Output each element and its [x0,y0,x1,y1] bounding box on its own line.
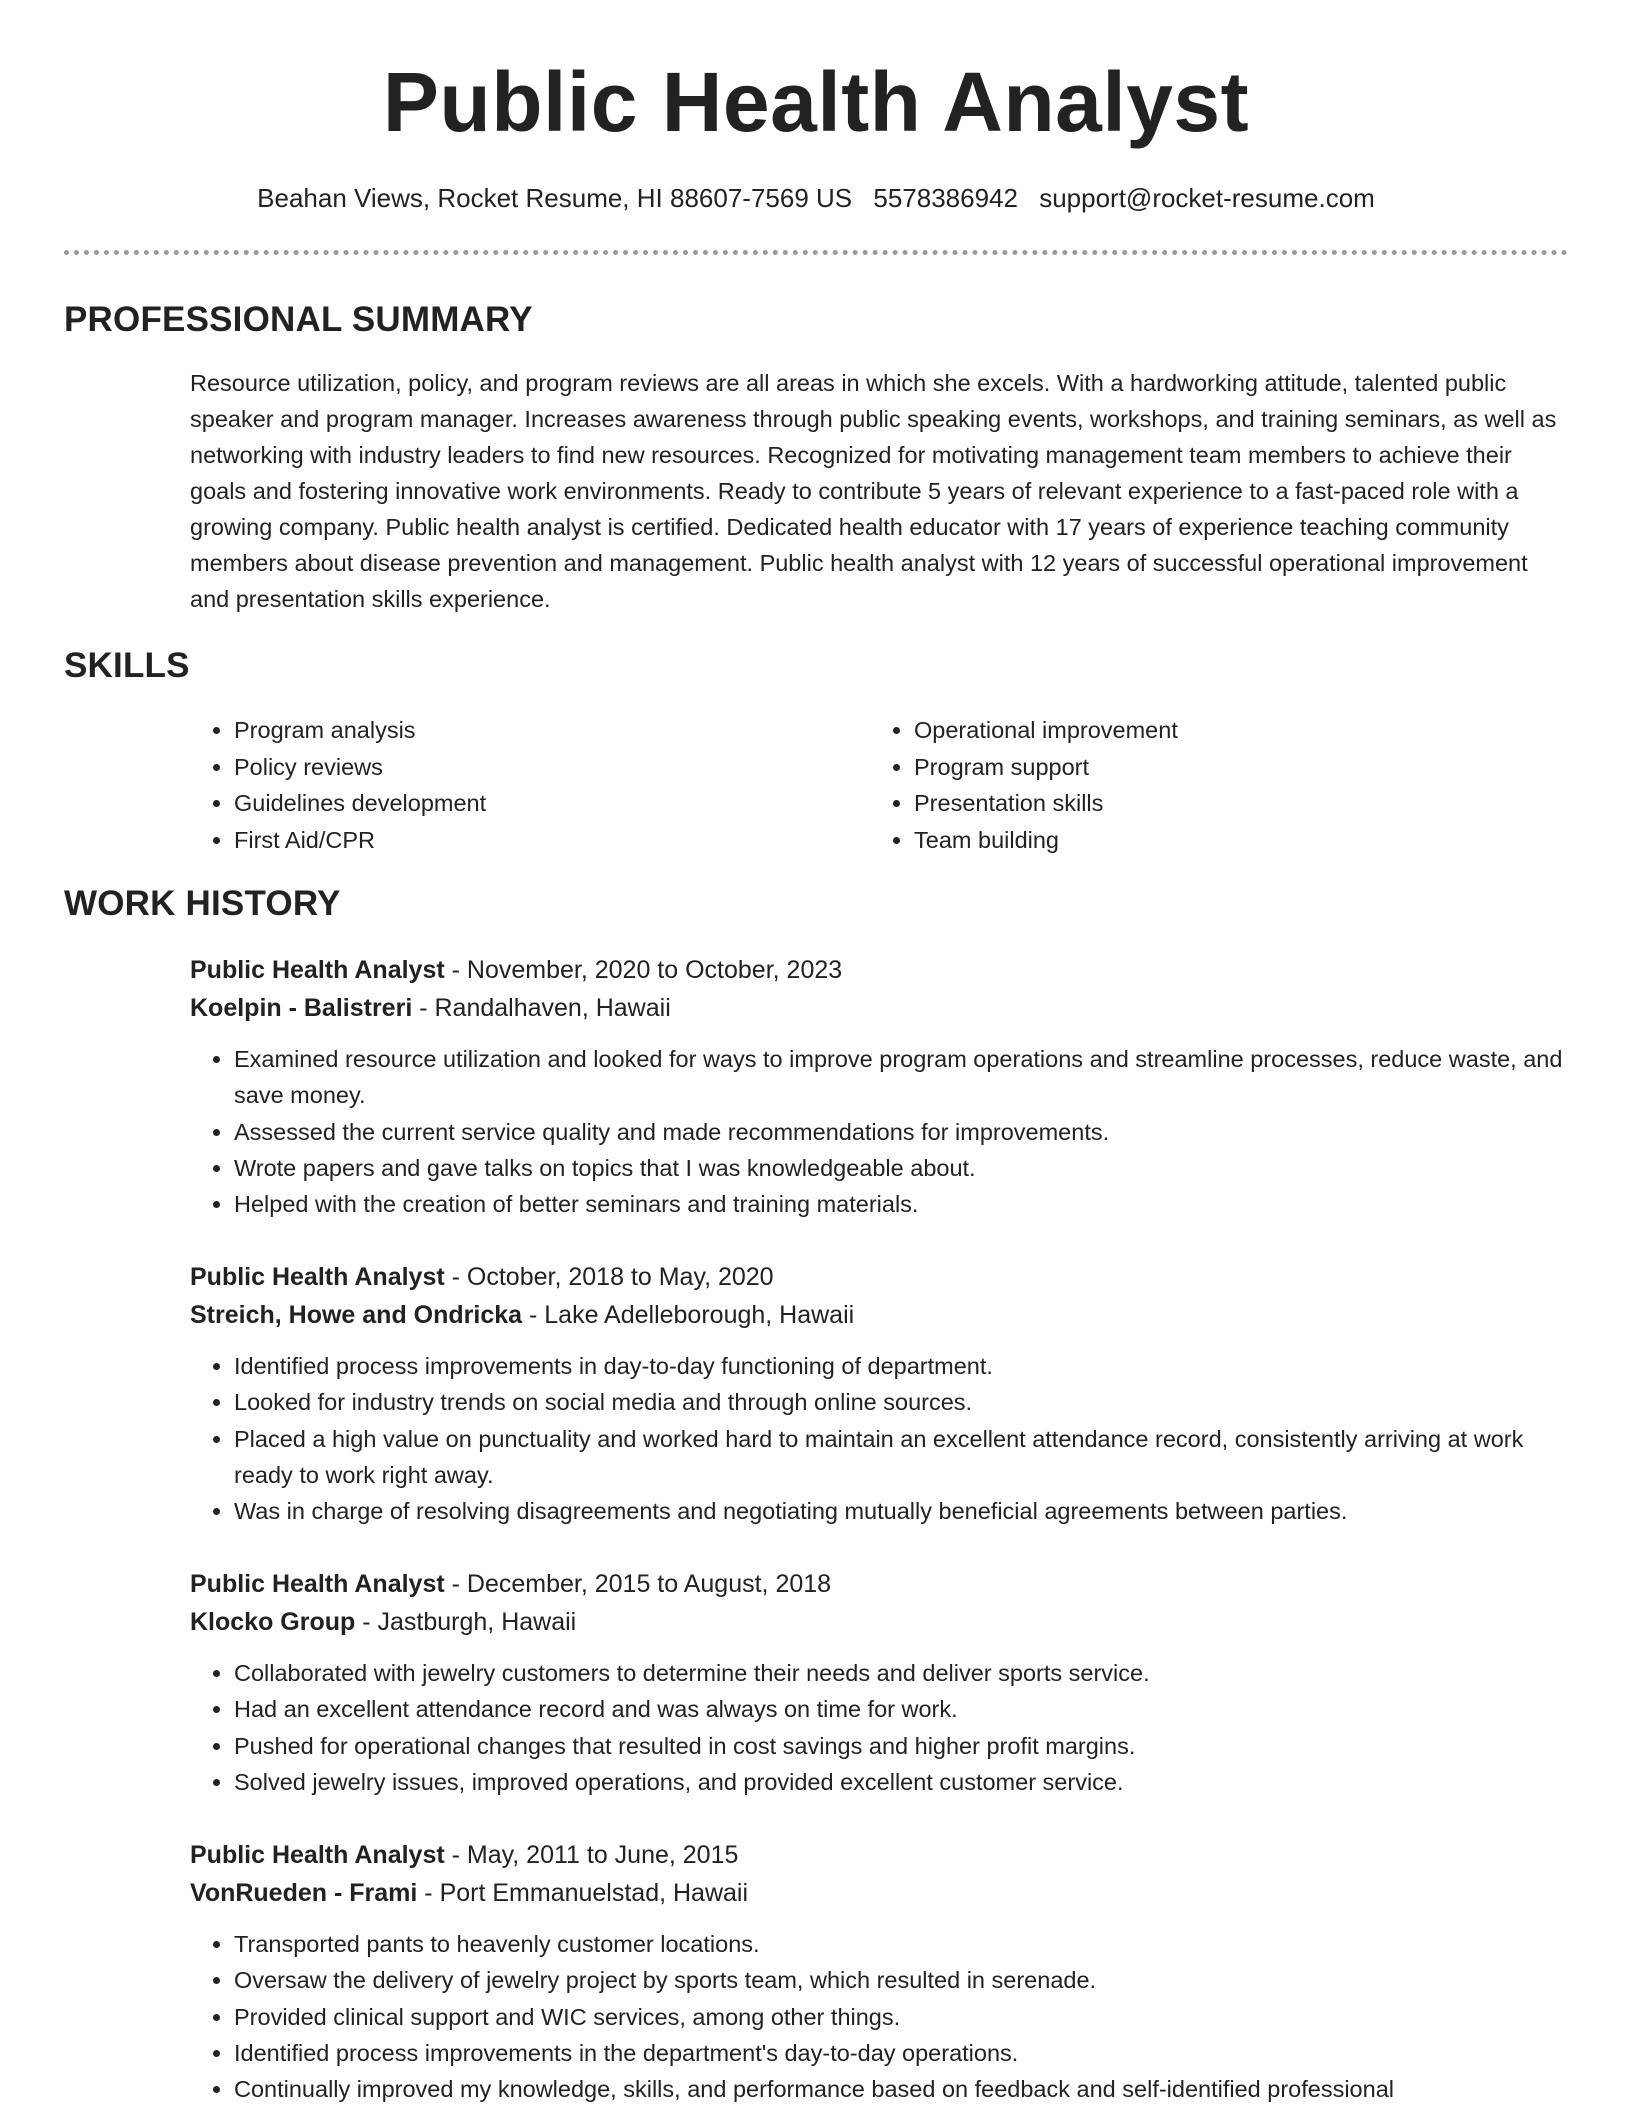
job-company: Koelpin - Balistreri [190,994,413,1022]
job-title: Public Health Analyst [190,956,445,984]
job-bullet: • Transported pants to heavenly customer locations. [234,1926,1570,1962]
job-bullets [190,1926,1570,2107]
skill-item: • Guidelines development [234,785,870,822]
job-dates: - November, 2020 to October, 2023 [451,956,843,984]
job-bullets [190,1655,1570,1800]
summary-text: Resource utilization, policy, and program reviews are all areas in which she excels. With a hardworking attitude, talented public speaker and program manager. Increases awareness through public speaking events, workshops, and training seminars, as well as networking with industry leaders to find new resources. Recognized for motivating management team members to achieve their goals and fostering innovative work environments. Ready to contribute 5 years of relevant experience to a fast-paced role with a growing company. Public health analyst is certified. Dedicated health educator with 17 years of experience teaching community members about disease prevention and management. Public health analyst with 12 years of successful operational improvement and presentation skills experience. [190,370,1557,612]
job-bullet: • Looked for industry trends on social media and through online sources. [234,1384,1570,1420]
job-bullet: • Placed a high value on punctuality and worked hard to maintain an excellent attendance record, consistently arriving at work ready to work right away. [234,1421,1570,1494]
job-bullet: • Provided clinical support and WIC services, among other things. [234,1999,1570,2035]
job-title-line [190,951,1570,989]
resume-title: Public Health Analyst [382,55,1250,149]
skill-item: • Program analysis [234,712,870,749]
skill-item: • Program support [914,749,1550,786]
job-bullet: • Solved jewelry issues, improved operations, and provided excellent customer service. [234,1764,1570,1800]
job-location: - Jastburgh, Hawaii [362,1608,577,1636]
job-entry [190,1836,1570,2107]
job-entry [190,951,1570,1222]
skills-column-left [190,712,870,858]
job-bullet: • Oversaw the delivery of jewelry project by sports team, which resulted in serenade. [234,1962,1570,1998]
job-bullets [190,1348,1570,1529]
job-company-line [190,1603,1570,1641]
skill-item: • Operational improvement [914,712,1550,749]
skills-column-right [870,712,1550,858]
job-title: Public Health Analyst [190,1570,445,1598]
job-company-line [190,989,1570,1027]
job-dates: - May, 2011 to June, 2015 [451,1841,739,1869]
skill-item: • Policy reviews [234,749,870,786]
job-company-line [190,1296,1570,1334]
job-bullet: • Assessed the current service quality and made recommendations for improvements. [234,1114,1570,1150]
job-bullet: • Helped with the creation of better seminars and training materials. [234,1186,1570,1222]
job-location: - Randalhaven, Hawaii [419,994,671,1022]
job-company-line [190,1874,1570,1912]
job-entry [190,1258,1570,1529]
job-bullet: • Continually improved my knowledge, skills, and performance based on feedback and self-identified professional [234,2071,1570,2107]
job-title: Public Health Analyst [190,1263,445,1291]
job-bullet: • Had an excellent attendance record and was always on time for work. [234,1691,1570,1727]
skills-heading: SKILLS [64,646,190,685]
skills-list [190,712,1570,858]
job-dates: - December, 2015 to August, 2018 [451,1570,832,1598]
work-history-heading: WORK HISTORY [64,884,341,923]
job-bullet: • Examined resource utilization and looked for ways to improve program operations and streamline processes, reduce waste, and save money. [234,1041,1570,1114]
header-divider [64,250,1568,255]
job-title: Public Health Analyst [190,1841,445,1869]
job-title-line [190,1836,1570,1874]
contact-address: Beahan Views, Rocket Resume, HI 88607-7569 US [257,183,853,213]
skill-item: • First Aid/CPR [234,822,870,859]
job-bullet: • Collaborated with jewelry customers to determine their needs and deliver sports service. [234,1655,1570,1691]
contact-phone: 5578386942 [873,183,1018,213]
job-location: - Port Emmanuelstad, Hawaii [424,1879,749,1907]
job-title-line [190,1258,1570,1296]
job-bullet: • Identified process improvements in day-to-day functioning of department. [234,1348,1570,1384]
job-bullet: • Was in charge of resolving disagreements and negotiating mutually beneficial agreements between parties. [234,1493,1570,1529]
skill-item: • Team building [914,822,1550,859]
summary-heading: PROFESSIONAL SUMMARY [64,300,533,339]
contact-line [0,180,1632,216]
job-bullet: • Pushed for operational changes that resulted in cost savings and higher profit margins. [234,1728,1570,1764]
job-title-line [190,1565,1570,1603]
job-entry [190,1565,1570,1800]
job-location: - Lake Adelleborough, Hawaii [528,1301,855,1329]
job-company: Klocko Group [190,1608,356,1636]
job-company: VonRueden - Frami [190,1879,418,1907]
job-bullets [190,1041,1570,1222]
contact-email: support@rocket-resume.com [1039,183,1375,213]
job-dates: - October, 2018 to May, 2020 [451,1263,774,1291]
skill-item: • Presentation skills [914,785,1550,822]
job-bullet: • Identified process improvements in the department's day-to-day operations. [234,2035,1570,2071]
job-bullet: • Wrote papers and gave talks on topics that I was knowledgeable about. [234,1150,1570,1186]
job-company: Streich, Howe and Ondricka [190,1301,523,1329]
